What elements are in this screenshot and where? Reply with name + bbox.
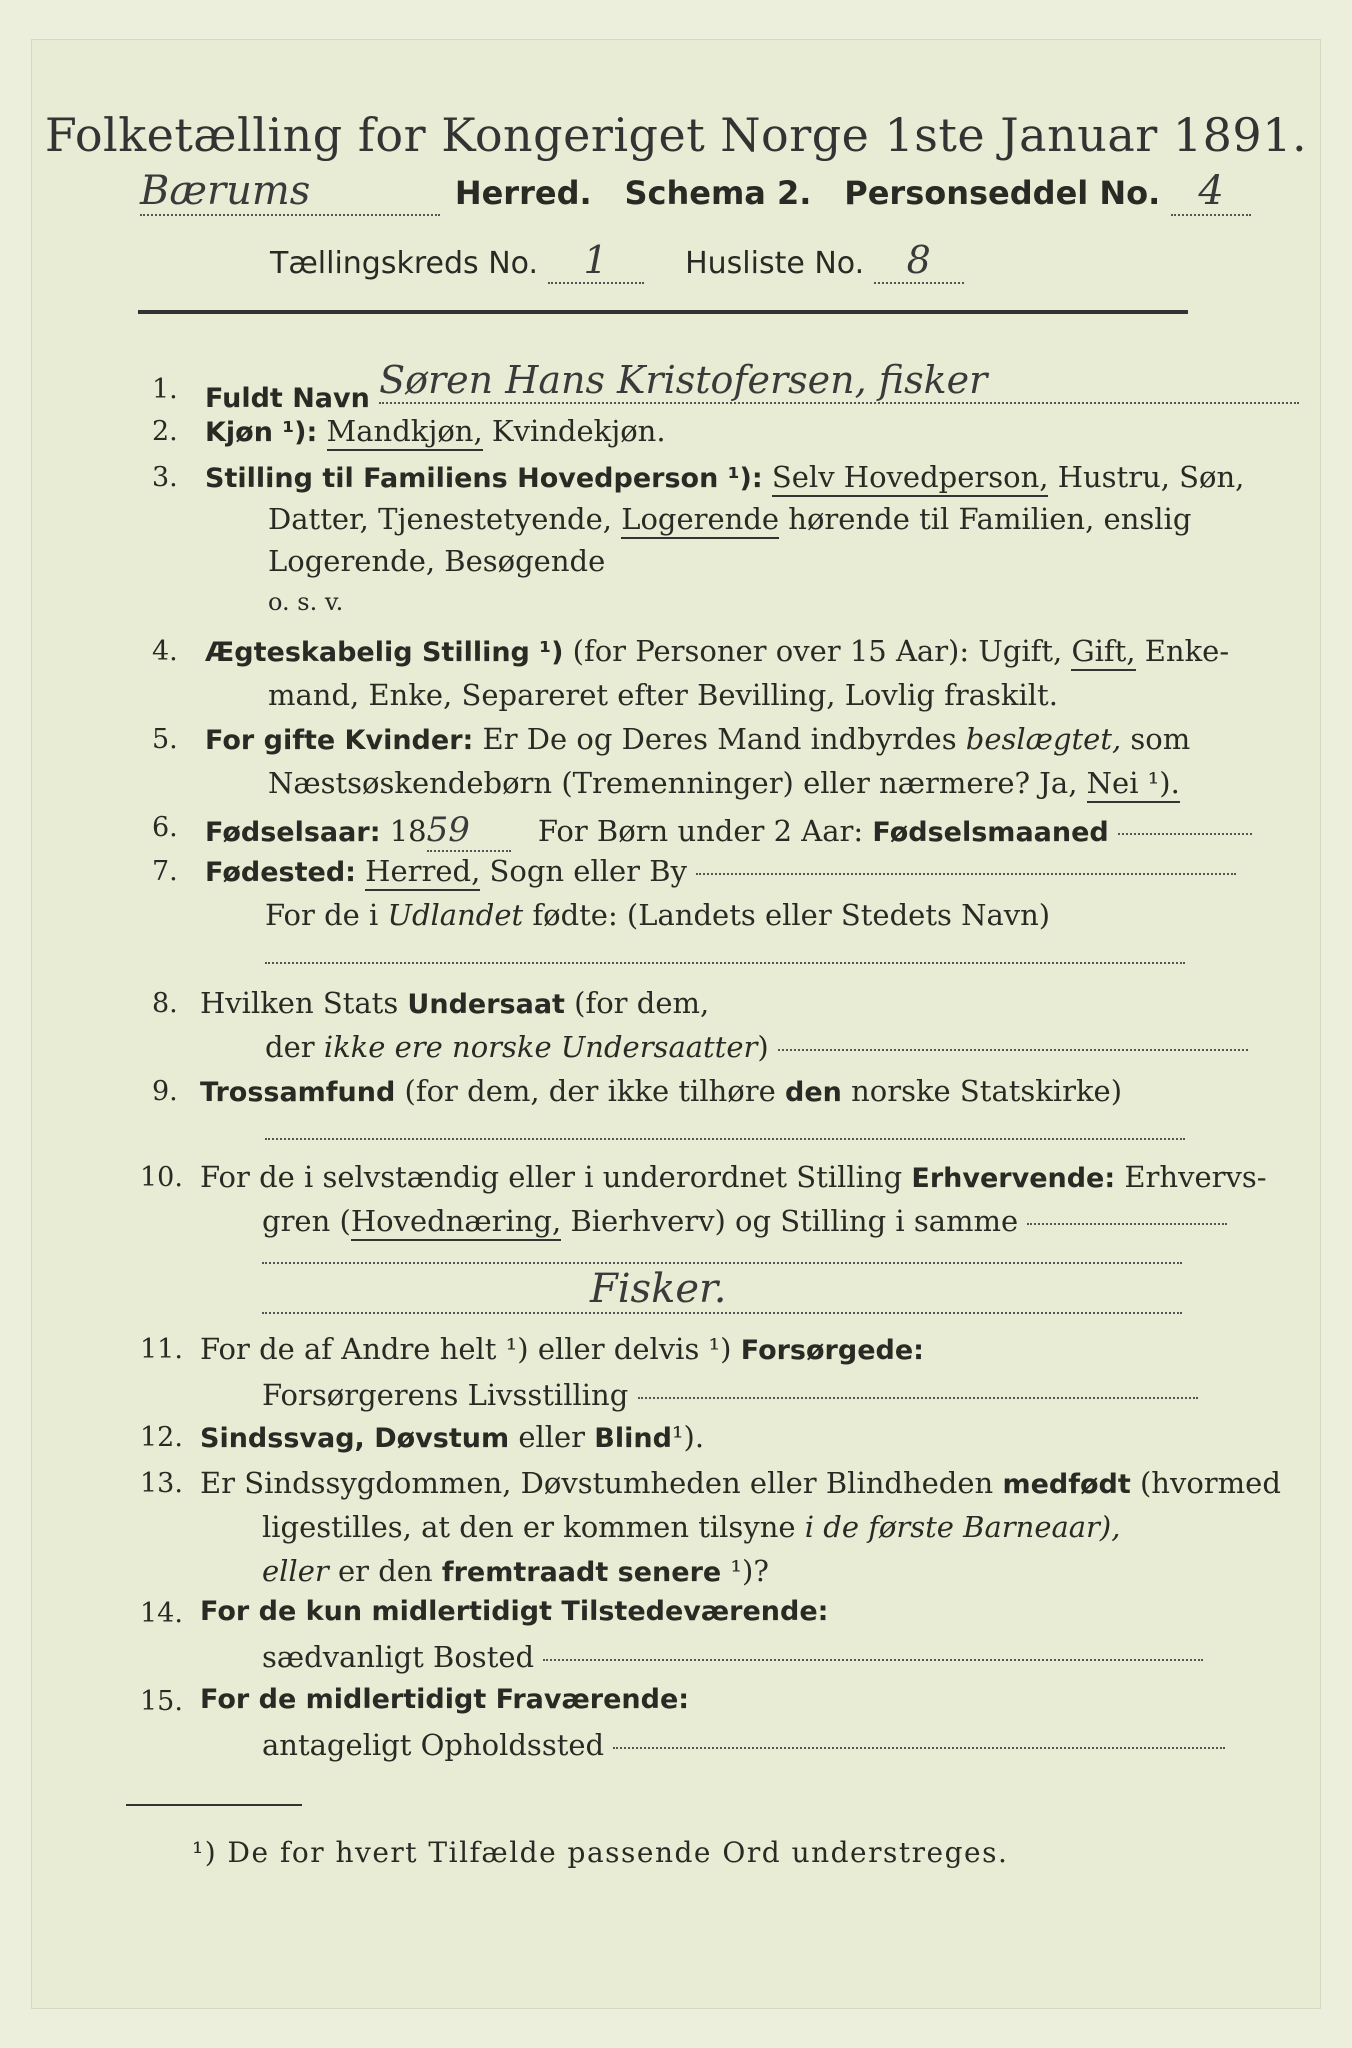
item-13-congenital: medfødt [1002, 1469, 1131, 1500]
item-7-line1 [205, 854, 1236, 888]
kreds-line [270, 238, 964, 284]
item-12-number: 12. [140, 1422, 183, 1453]
item-12 [200, 1420, 704, 1454]
item-8-subject: Undersaat [407, 989, 565, 1020]
marital-married: Gift, [1071, 634, 1135, 671]
item-4-label: Ægteskabelig Stilling ¹) [205, 637, 564, 668]
item-7-options: Sogn eller By [489, 854, 687, 888]
occupation-field-1 [1027, 1222, 1227, 1225]
full-name-value: Søren Hans Kristofersen, fisker [379, 358, 1299, 404]
abroad-field [265, 962, 1185, 964]
item-11-text: For de af Andre helt ¹) eller delvis ¹) [200, 1332, 732, 1366]
item-7-label: Fødested: [205, 857, 356, 888]
herred-value: Bærums [140, 168, 440, 216]
occupation-field-2 [262, 1262, 1182, 1264]
item-14-label: For de kun midlertidigt Tilstedeværende: [200, 1596, 829, 1627]
header-divider [138, 310, 1188, 314]
gender-male: Mandkjøn, [327, 414, 483, 451]
item-4-line1 [205, 634, 1229, 668]
stay-field [613, 1746, 1225, 1749]
item-13-line2 [262, 1510, 1120, 1544]
item-14-number: 14. [140, 1598, 183, 1629]
item-14-line2 [262, 1640, 1203, 1674]
item-11-line2 [262, 1378, 1198, 1412]
item-7-abroad-3: fødte: (Landets eller Stedets Navn) [532, 898, 1051, 932]
item-3-label: Stilling til Familiens Hovedperson ¹): [205, 463, 763, 494]
item-4-text-2: Enke- [1144, 634, 1230, 668]
item-6-label: Fødselsaar: [205, 817, 381, 848]
item-12-eller: eller [518, 1420, 586, 1454]
birth-year-prefix: 18 [389, 814, 427, 848]
item-10-line2 [262, 1204, 1227, 1238]
item-11-provider: Forsørgerens Livsstilling [262, 1378, 629, 1412]
item-15-line2 [262, 1728, 1225, 1762]
item-6 [205, 810, 1252, 852]
religion-field [265, 1138, 1185, 1140]
item-15-number: 15. [140, 1686, 183, 1717]
item-3-line4: o. s. v. [268, 588, 344, 616]
item-7-number: 7. [152, 856, 178, 887]
item-13-text: Er Sindssygdommen, Døvstumheden eller Blindheden [200, 1466, 994, 1500]
item-3-options-3: hørende til Familien, enslig [788, 502, 1192, 536]
item-10-line1 [200, 1160, 1267, 1194]
item-2 [205, 414, 666, 448]
item-10-text-2: Erhvervs- [1124, 1160, 1267, 1194]
item-4-number: 4. [152, 636, 178, 667]
item-9-line1 [200, 1074, 1122, 1108]
item-10-text: For de i selvstændig eller i underordnet Stilling [200, 1160, 903, 1194]
birthplace-herred: Herred, [365, 854, 480, 891]
nationality-field [778, 1048, 1248, 1051]
item-13-text-4: er den [337, 1554, 433, 1588]
item-4-line2: mand, Enke, Separeret efter Bevilling, Lovlig fraskilt. [268, 678, 1058, 712]
item-11-line1 [200, 1332, 924, 1366]
item-8-text-2: (for dem, [574, 986, 710, 1020]
item-8-close: ) [757, 1030, 769, 1064]
item-5-label: For gifte Kvinder: [205, 725, 474, 756]
item-13-later: fremtraadt senere [441, 1557, 722, 1588]
item-12-tail: ¹). [671, 1420, 705, 1454]
item-10-text-3: Bierhverv) og Stilling i samme [570, 1204, 1019, 1238]
item-13-eller: eller [262, 1554, 329, 1588]
occupation-value: Fisker. [590, 1266, 727, 1312]
item-4-text: (for Personer over 15 Aar): Ugift, [572, 634, 1063, 668]
form-title: Folketælling for Kongeriget Norge 1ste Januar 1891. [44, 108, 1308, 162]
item-10-gren: gren ( [262, 1204, 351, 1238]
item-9-text: (for dem, der ikke tilhøre [404, 1074, 776, 1108]
item-5-text: Er De og Deres Mand indbyrdes [482, 722, 957, 756]
item-5-line1 [205, 722, 1190, 756]
item-1-label: Fuldt Navn [205, 383, 370, 414]
item-10-number: 10. [140, 1162, 183, 1193]
item-5-related: beslægtet, [965, 722, 1122, 756]
item-11-number: 11. [140, 1334, 183, 1365]
item-8-der: der [265, 1030, 315, 1064]
related-no: Nei ¹). [1087, 766, 1180, 803]
item-1 [205, 358, 1299, 418]
item-5-number: 5. [152, 724, 178, 755]
main-occupation: Hovednæring, [351, 1204, 561, 1241]
personseddel-value: 4 [1171, 168, 1251, 216]
provider-field [638, 1396, 1198, 1399]
item-3-line3: Logerende, Besøgende [268, 544, 606, 578]
item-8-number: 8. [152, 988, 178, 1019]
schema-label: Schema 2. [624, 174, 812, 212]
birth-year-value: 59 [427, 810, 511, 852]
item-13-childhood: i de første Barneaar), [804, 1510, 1121, 1544]
item-9-text-2: norske Statskirke) [851, 1074, 1123, 1108]
residence-field [543, 1658, 1203, 1661]
role-lodger: Logerende [621, 502, 779, 539]
item-2-label: Kjøn ¹): [205, 417, 318, 448]
item-11-supported: Forsørgede: [740, 1335, 924, 1366]
item-8-line2 [265, 1030, 1248, 1064]
item-13-line3 [262, 1554, 769, 1588]
item-3-line1 [205, 460, 1244, 494]
item-10-employed: Erhvervende: [911, 1163, 1116, 1194]
item-13-number: 13. [140, 1468, 183, 1499]
item-8-nonnorwegian: ikke ere norske Undersaatter [323, 1030, 758, 1064]
item-5-text-2: som [1130, 722, 1191, 756]
gender-female: Kvindekjøn. [491, 414, 666, 448]
item-15-label: For de midlertidigt Fraværende: [200, 1684, 690, 1715]
item-2-number: 2. [152, 416, 178, 447]
item-8-text: Hvilken Stats [200, 986, 399, 1020]
item-15-stay: antageligt Opholdssted [262, 1728, 605, 1762]
husliste-value: 8 [874, 238, 964, 284]
item-14-residence: sædvanligt Bosted [262, 1640, 535, 1674]
kreds-label: Tællingskreds No. [270, 246, 538, 281]
herred-line [140, 168, 1251, 216]
item-6-child-label: For Børn under 2 Aar: [537, 814, 864, 848]
item-13-text-3: ligestilles, at den er kommen tilsyne [262, 1510, 796, 1544]
item-9-number: 9. [152, 1076, 178, 1107]
item-3-options-2: Datter, Tjenestetyende, [268, 502, 612, 536]
birth-month-label: Fødselsmaaned [872, 817, 1109, 848]
footnote: ¹) De for hvert Tilfælde passende Ord understreges. [192, 1836, 1009, 1869]
husliste-label: Husliste No. [685, 246, 865, 281]
personseddel-label: Personseddel No. [844, 174, 1161, 212]
item-12-blind: Blind [594, 1423, 672, 1454]
item-13-text-2: (hvormed [1139, 1466, 1281, 1500]
item-5-line2 [268, 766, 1180, 800]
role-head: Selv Hovedperson, [772, 460, 1049, 497]
birth-month-field [1118, 832, 1252, 835]
item-3-line2 [268, 502, 1191, 536]
item-5-question: Næstsøskendebørn (Tremenninger) eller nærmere? Ja, [268, 766, 1078, 800]
item-3-options-1: Hustru, Søn, [1057, 460, 1245, 494]
item-13-line1 [200, 1466, 1281, 1500]
item-7-abroad-2: Udlandet [387, 898, 524, 932]
item-12-label: Sindssvag, Døvstum [200, 1423, 510, 1454]
birthplace-field [696, 872, 1236, 875]
item-9-label: Trossamfund [200, 1077, 396, 1108]
item-3-number: 3. [152, 462, 178, 493]
item-6-number: 6. [152, 812, 178, 843]
item-9-den: den [785, 1077, 842, 1108]
item-1-number: 1. [152, 374, 178, 405]
item-7-line2 [265, 898, 1050, 932]
footnote-divider [126, 1804, 302, 1806]
item-8-line1 [200, 986, 709, 1020]
item-13-tail: ¹)? [730, 1554, 769, 1588]
herred-label: Herred. [454, 174, 592, 212]
item-7-abroad-1: For de i [265, 898, 379, 932]
kreds-value: 1 [548, 238, 644, 284]
occupation-field-3 [262, 1312, 1182, 1314]
